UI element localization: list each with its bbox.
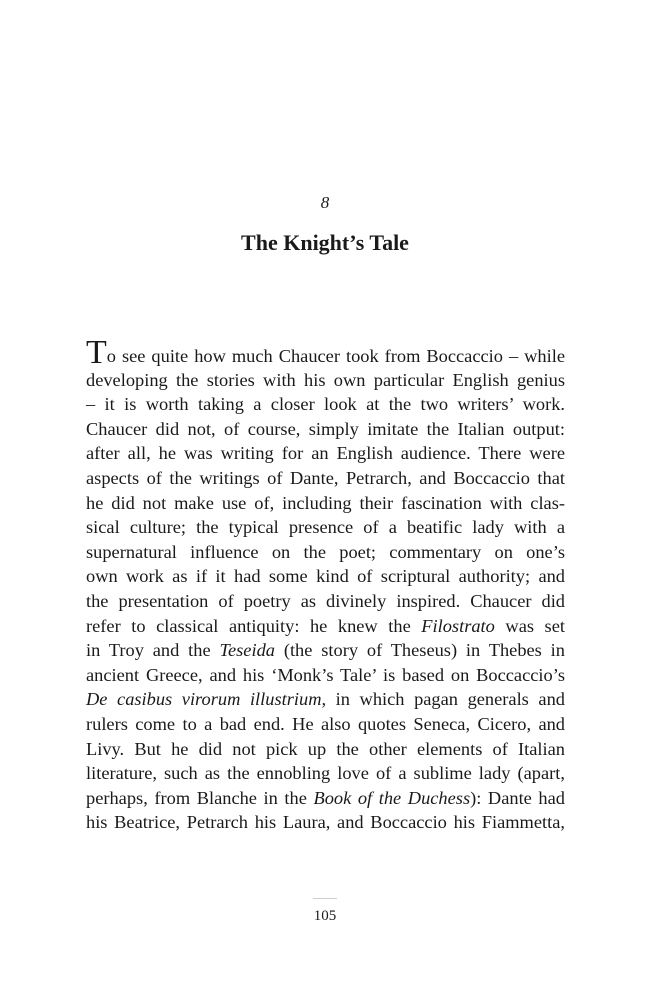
text-segment: ): Dante had bbox=[470, 787, 565, 808]
text-segment: after all, he was writing for an English audience. There were bbox=[86, 443, 565, 464]
text-segment: he did not make use of, including their fascination with clas- bbox=[86, 492, 565, 513]
footer-divider bbox=[313, 898, 337, 899]
text-line bbox=[86, 466, 565, 491]
text-segment: supernatural influence on the poet; commentary on one’s bbox=[86, 541, 565, 562]
page-number: 105 bbox=[313, 908, 337, 924]
text-segment: in Troy and the bbox=[86, 640, 220, 661]
text-line bbox=[86, 491, 565, 516]
text-segment: refer to classical antiquity: he knew the bbox=[86, 615, 422, 636]
text-line bbox=[86, 334, 565, 371]
text-segment: o see quite how much Chaucer took from Boccaccio – while bbox=[106, 346, 565, 366]
text-line bbox=[86, 417, 565, 442]
text-line bbox=[86, 614, 565, 639]
text-line bbox=[86, 638, 565, 663]
italic-title: Filostrato bbox=[421, 615, 495, 636]
text-segment: (the story of Theseus) in Thebes in bbox=[274, 640, 565, 661]
text-segment: – it is worth taking a closer look at the two writers’ work. bbox=[86, 394, 565, 415]
text-segment: the presentation of poetry as divinely inspired. Chaucer did bbox=[86, 590, 565, 611]
text-segment: Livy. But he did not pick up the other elements of Italian bbox=[86, 738, 565, 759]
text-segment: developing the stories with his own particular English genius bbox=[86, 369, 565, 390]
text-segment: literature, such as the ennobling love of a sublime lady (apart, bbox=[86, 763, 565, 784]
text-segment: his Beatrice, Petrarch his Laura, and Boccaccio his Fiammetta, bbox=[86, 812, 565, 833]
italic-title: De casibus virorum illustrium, bbox=[86, 689, 327, 710]
text-line bbox=[86, 515, 565, 540]
text-line bbox=[86, 737, 565, 762]
text-line bbox=[86, 441, 565, 466]
text-segment: own work as if it had some kind of scriptural authority; and bbox=[86, 566, 565, 587]
text-segment: ancient Greece, and his ‘Monk’s Tale’ is based on Boccaccio’s bbox=[86, 664, 565, 685]
text-segment: aspects of the writings of Dante, Petrarch, and Boccaccio that bbox=[86, 467, 565, 488]
text-line bbox=[86, 368, 565, 393]
body-paragraph bbox=[86, 334, 565, 835]
text-line bbox=[86, 687, 565, 712]
text-segment: Chaucer did not, of course, simply imitate the Italian output: bbox=[86, 418, 565, 439]
text-line bbox=[86, 663, 565, 688]
text-segment: perhaps, from Blanche in the bbox=[86, 787, 314, 808]
text-line bbox=[86, 540, 565, 565]
text-line bbox=[86, 564, 565, 589]
text-segment: in which pagan generals and bbox=[326, 689, 565, 710]
italic-title: Teseida bbox=[219, 640, 275, 661]
text-line bbox=[86, 589, 565, 614]
text-line bbox=[86, 392, 565, 417]
italic-title: Book of the Duchess bbox=[313, 787, 471, 808]
text-segment: was set bbox=[494, 615, 565, 636]
text-segment: rulers come to a bad end. He also quotes Seneca, Cicero, and bbox=[86, 713, 565, 734]
drop-cap: T bbox=[86, 334, 107, 371]
text-line bbox=[86, 712, 565, 737]
chapter-number: 8 bbox=[320, 193, 330, 212]
text-segment: sical culture; the typical presence of a beatific lady with a bbox=[86, 517, 565, 538]
text-line bbox=[86, 810, 565, 835]
text-line bbox=[86, 786, 565, 811]
text-line bbox=[86, 761, 565, 786]
chapter-title: The Knight’s Tale bbox=[241, 230, 409, 255]
